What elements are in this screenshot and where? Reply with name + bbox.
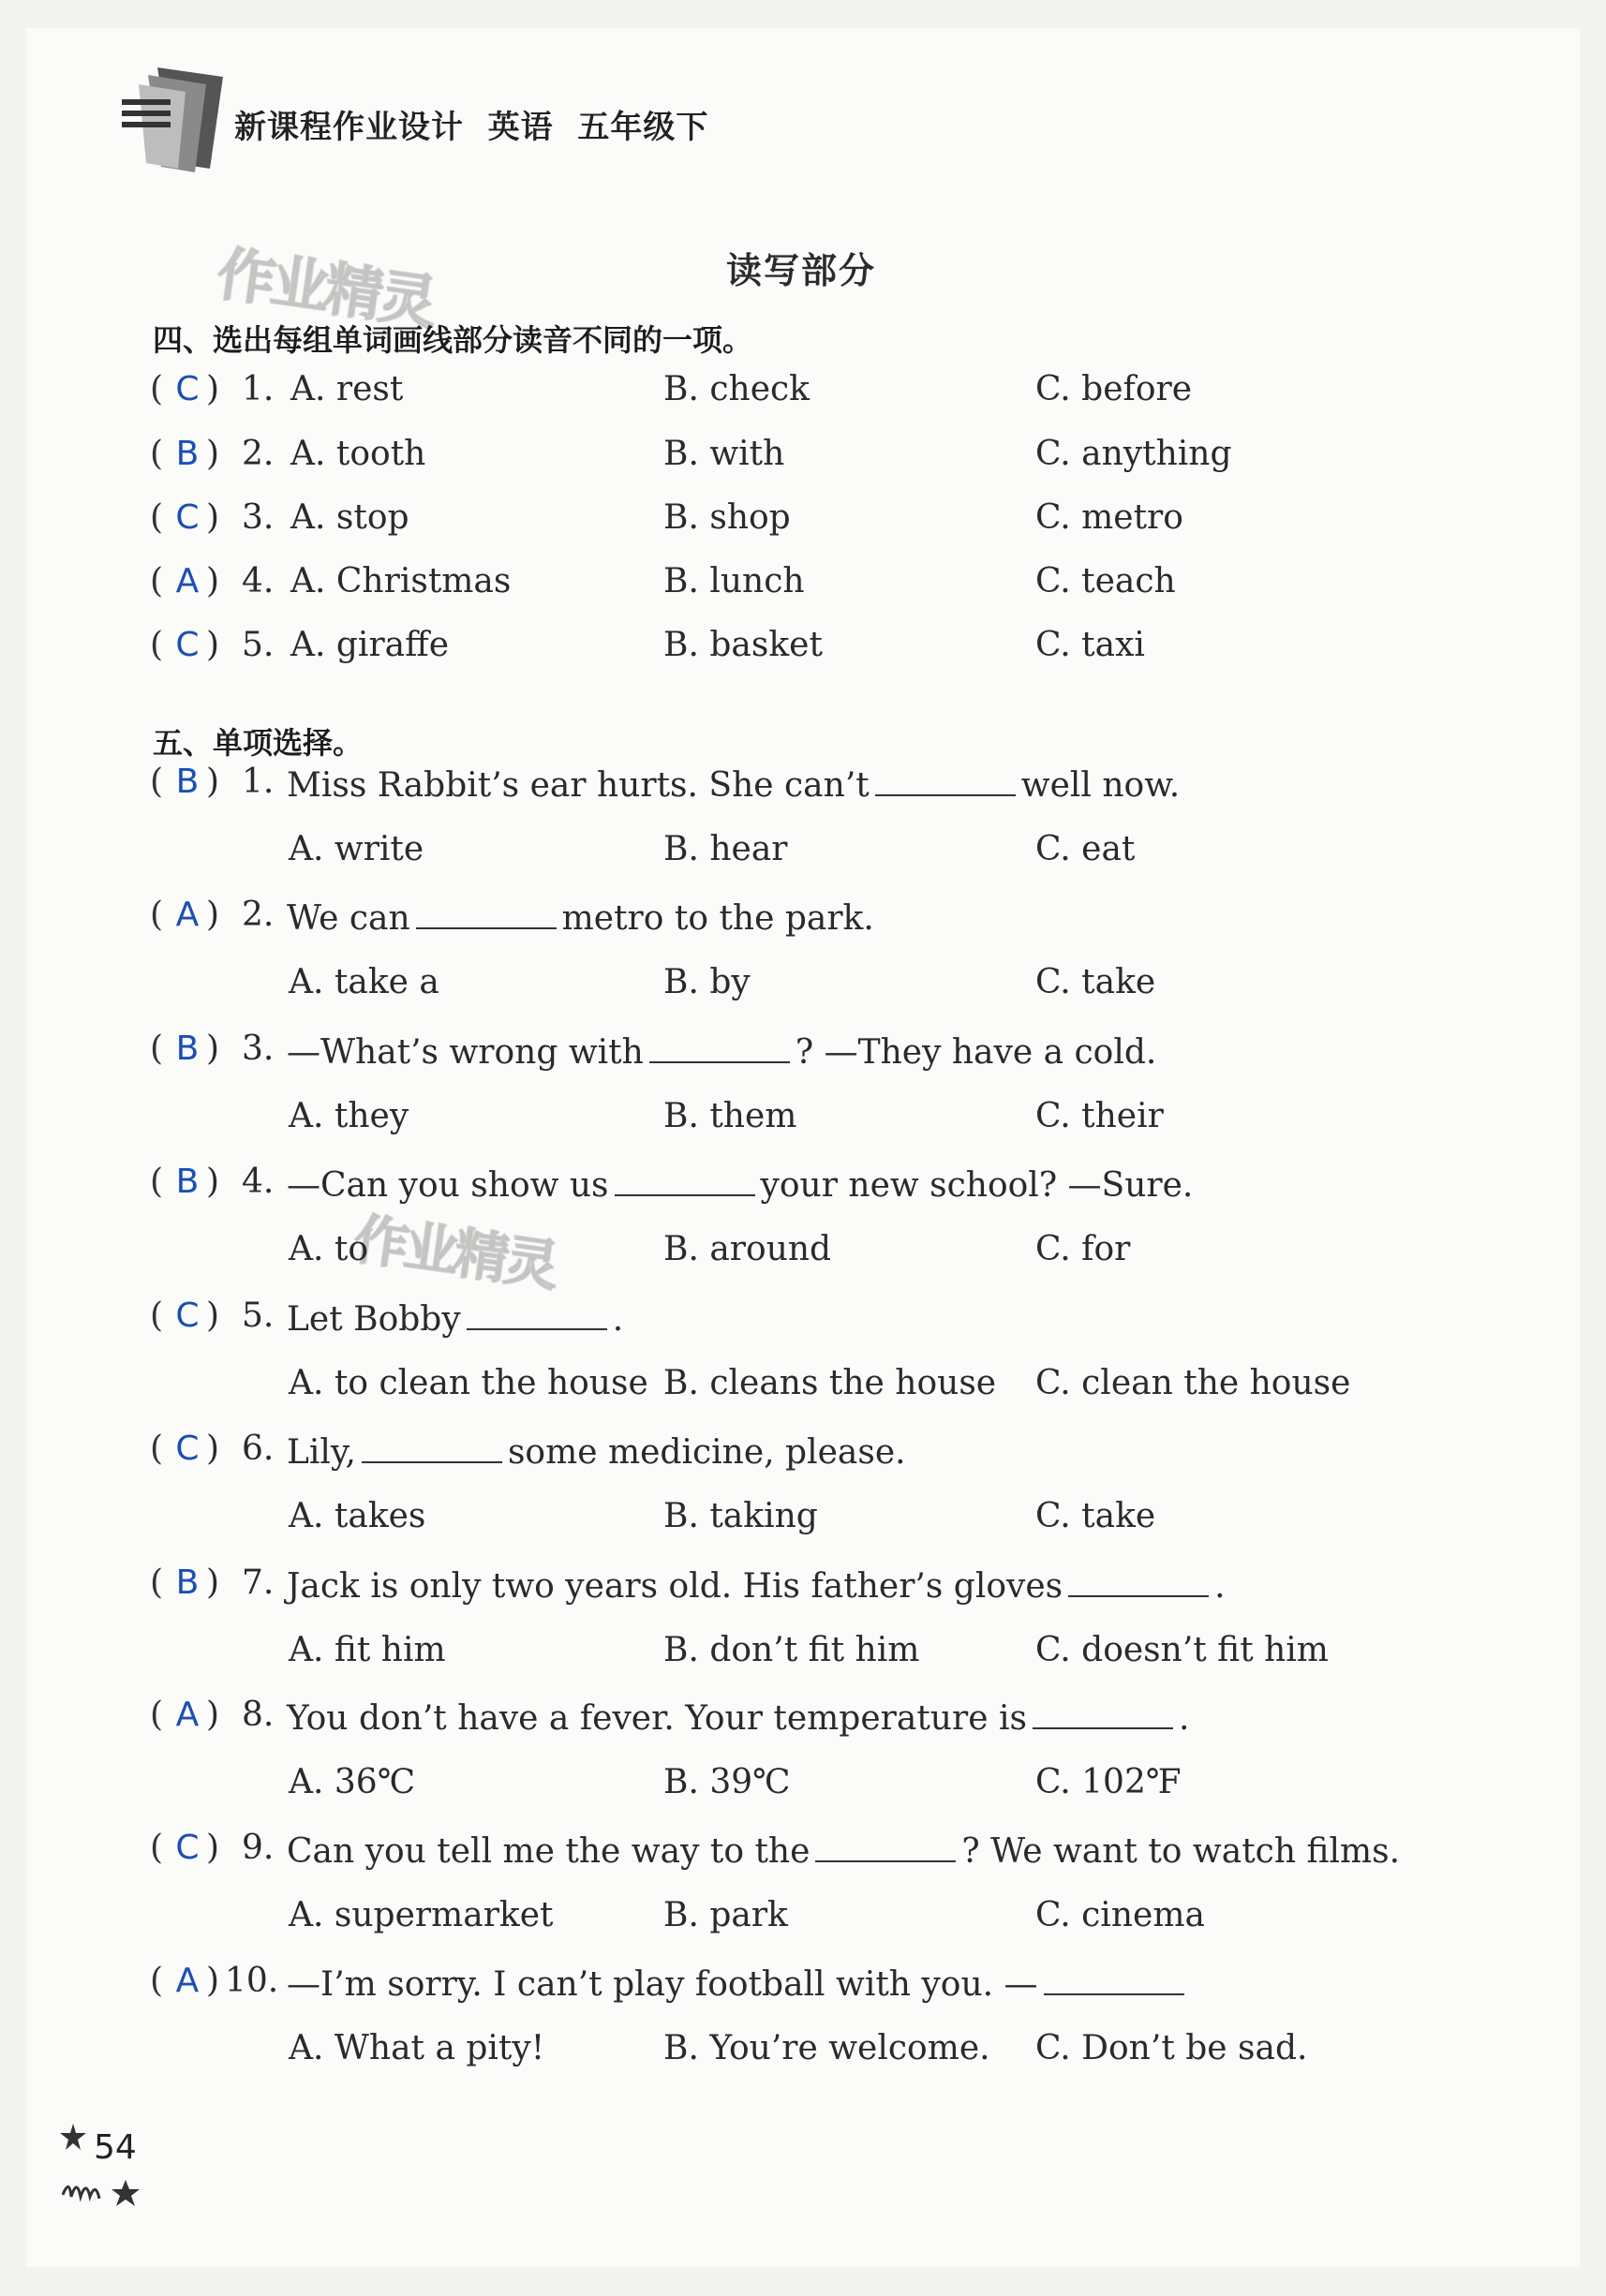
option-a: A. fit him	[289, 1631, 446, 1669]
paren-open: (	[150, 1029, 164, 1068]
stem-text: well now.	[1020, 766, 1181, 805]
question-row	[0, 1560, 1499, 1607]
options-row	[0, 1493, 1499, 1540]
answer-blank	[815, 1825, 956, 1862]
answer-letter: C	[175, 1829, 200, 1867]
option-a: A. tooth	[290, 435, 426, 473]
option-c: C. for	[1035, 1230, 1131, 1268]
question-row	[0, 1293, 1499, 1340]
book-logo-icon	[120, 58, 230, 178]
question-number: 7.	[242, 1563, 275, 1602]
option-a: A. rest	[290, 370, 404, 408]
option-b: B. cleans the house	[663, 1364, 997, 1402]
answer-letter: A	[175, 1696, 200, 1734]
option-c: C. teach	[1035, 562, 1176, 600]
answer-letter: B	[175, 435, 200, 473]
answer-blank	[875, 759, 1016, 796]
option-a: A. write	[289, 830, 424, 868]
answer-blank	[649, 1026, 790, 1063]
stem-text: Let Bobby	[287, 1300, 461, 1339]
paren-close: )	[206, 1029, 220, 1068]
option-c: C. take	[1035, 963, 1156, 1001]
paren-close: )	[206, 370, 220, 408]
stem-text: —What’s wrong with	[287, 1033, 644, 1072]
answer-letter: A	[175, 562, 200, 600]
option-a: A. What a pity!	[289, 2029, 545, 2067]
question-row	[0, 1426, 1499, 1473]
paren-close: )	[206, 1163, 220, 1201]
watermark: 作业精灵	[349, 1207, 560, 1298]
option-c: C. metro	[1035, 498, 1183, 537]
option-b: B. don’t fit him	[663, 1631, 920, 1669]
option-c: C. taxi	[1035, 626, 1145, 664]
question-row	[0, 431, 1499, 478]
option-a: A. they	[289, 1097, 409, 1135]
option-a: A. supermarket	[289, 1896, 554, 1934]
paren-open: (	[150, 435, 164, 473]
question-row	[0, 1958, 1499, 2005]
options-row	[0, 1226, 1499, 1273]
paren-open: (	[150, 896, 164, 934]
option-a: A. 36℃	[289, 1763, 415, 1801]
answer-letter: B	[175, 763, 200, 801]
answer-blank	[1033, 1692, 1173, 1729]
question-number: 1.	[242, 370, 275, 408]
option-a: A. to clean the house	[289, 1364, 648, 1402]
stem-text: You don’t have a fever. Your temperature is	[287, 1699, 1027, 1738]
answer-blank	[467, 1293, 607, 1330]
options-row	[0, 959, 1499, 1006]
question-number: 6.	[242, 1429, 275, 1468]
question-row	[0, 1026, 1499, 1073]
stem-text: —I’m sorry. I can’t play football with you. —	[287, 1965, 1038, 2004]
paren-open: (	[150, 1962, 164, 2000]
answer-letter: C	[175, 1429, 200, 1468]
option-b: B. taking	[663, 1497, 818, 1535]
question-row	[0, 1692, 1499, 1739]
paren-open: (	[150, 498, 164, 537]
option-c: C. cinema	[1035, 1896, 1205, 1934]
question-row	[0, 1825, 1499, 1872]
answer-letter: A	[175, 896, 200, 934]
answer-letter: C	[175, 498, 200, 537]
option-b: B. 39℃	[663, 1763, 791, 1801]
option-b: B. by	[663, 963, 751, 1001]
question-number: 2.	[242, 896, 275, 934]
paren-close: )	[206, 626, 220, 664]
paren-open: (	[150, 1429, 164, 1468]
paren-close: )	[206, 1829, 220, 1867]
option-b: B. check	[663, 370, 810, 408]
paren-close: )	[206, 896, 220, 934]
option-c: C. their	[1035, 1097, 1164, 1135]
option-b: B. shop	[663, 498, 791, 537]
option-a: A. Christmas	[290, 562, 512, 600]
stem-text: .	[612, 1300, 624, 1339]
answer-letter: A	[175, 1962, 200, 2000]
option-c: C. take	[1035, 1497, 1156, 1535]
option-a: A. stop	[290, 498, 409, 537]
question-stem	[287, 759, 1180, 809]
answer-blank	[615, 1159, 755, 1196]
paren-open: (	[150, 1696, 164, 1734]
watermark: 作业精灵	[213, 239, 439, 337]
question-number: 2.	[242, 435, 275, 473]
question-number: 8.	[242, 1696, 275, 1734]
stem-text: We can	[287, 899, 410, 938]
question-number: 3.	[242, 498, 275, 537]
question-row	[0, 558, 1499, 605]
stem-text: Lily,	[287, 1433, 356, 1472]
paren-close: )	[206, 562, 220, 600]
option-c: C. anything	[1035, 435, 1232, 473]
stem-text: —Can you show us	[287, 1166, 609, 1205]
option-b: B. lunch	[663, 562, 805, 600]
stem-text: Can you tell me the way to the	[287, 1832, 810, 1871]
flower-decoration-icon	[58, 2122, 217, 2211]
answer-blank	[362, 1426, 502, 1463]
paren-open: (	[150, 1829, 164, 1867]
options-row	[0, 1759, 1499, 1806]
option-c: C. doesn’t fit him	[1035, 1631, 1329, 1669]
paren-close: )	[206, 1296, 220, 1335]
question-stem	[287, 1692, 1189, 1742]
answer-blank	[1068, 1560, 1209, 1597]
option-b: B. park	[663, 1896, 788, 1934]
question-number: 5.	[242, 626, 275, 664]
answer-letter: C	[175, 1296, 200, 1335]
question-stem	[287, 1958, 1190, 2008]
question-row	[0, 366, 1499, 413]
stem-text: metro to the park.	[561, 899, 874, 938]
answer-blank	[1044, 1958, 1184, 1995]
question-stem	[287, 1159, 1193, 1209]
stem-text: Miss Rabbit’s ear hurts. She can’t	[287, 766, 870, 805]
question-number: 4.	[242, 1163, 275, 1201]
paren-close: )	[206, 1962, 220, 2000]
question-stem	[287, 892, 874, 942]
question-stem	[287, 1426, 906, 1476]
question-row	[0, 759, 1499, 806]
stem-text: .	[1214, 1567, 1226, 1606]
answer-letter: B	[175, 1563, 200, 1602]
page-number: 54	[94, 2128, 137, 2167]
paren-open: (	[150, 370, 164, 408]
paren-open: (	[150, 626, 164, 664]
question-stem	[287, 1026, 1156, 1076]
question-number: 4.	[242, 562, 275, 600]
paren-open: (	[150, 1563, 164, 1602]
question-row	[0, 892, 1499, 939]
option-c: C. 102℉	[1035, 1763, 1182, 1801]
section-heading: 读写部分	[726, 250, 877, 291]
option-c: C. Don’t be sad.	[1035, 2029, 1308, 2067]
paren-close: )	[206, 435, 220, 473]
question-number: 3.	[242, 1029, 275, 1068]
option-a: A. to	[289, 1230, 369, 1268]
option-b: B. You’re welcome.	[663, 2029, 990, 2067]
paren-close: )	[206, 763, 220, 801]
option-a: A. giraffe	[290, 626, 449, 664]
book-title: 新课程作业设计 英语 五年级下	[234, 109, 709, 146]
options-row	[0, 2025, 1499, 2072]
stem-text: your new school? —Sure.	[760, 1166, 1194, 1205]
answer-blank	[416, 892, 557, 929]
paren-open: (	[150, 1163, 164, 1201]
question-row	[0, 622, 1499, 669]
option-a: A. take a	[289, 963, 439, 1001]
answer-letter: C	[175, 626, 200, 664]
answer-letter: C	[175, 370, 200, 408]
paren-close: )	[206, 1696, 220, 1734]
question-number: 9.	[242, 1829, 275, 1867]
question-stem	[287, 1560, 1226, 1610]
paren-open: (	[150, 562, 164, 600]
stem-text: ? We want to watch films.	[961, 1832, 1401, 1871]
option-c: C. eat	[1035, 830, 1136, 868]
question-number: 5.	[242, 1296, 275, 1335]
question-number: 1.	[242, 763, 275, 801]
options-row	[0, 1892, 1499, 1939]
option-c: C. clean the house	[1035, 1364, 1351, 1402]
question-number: 10.	[225, 1962, 279, 2000]
options-row	[0, 1093, 1499, 1140]
options-row	[0, 1360, 1499, 1407]
option-b: B. around	[663, 1230, 832, 1268]
answer-letter: B	[175, 1163, 200, 1201]
option-b: B. basket	[663, 626, 823, 664]
stem-text: some medicine, please.	[507, 1433, 906, 1472]
question-row	[0, 495, 1499, 541]
paren-open: (	[150, 1296, 164, 1335]
part5-title: 五、单项选择。	[153, 725, 364, 761]
answer-letter: B	[175, 1029, 200, 1068]
paren-open: (	[150, 763, 164, 801]
options-row	[0, 1627, 1499, 1674]
options-row	[0, 826, 1499, 873]
question-stem	[287, 1293, 623, 1343]
stem-text: .	[1178, 1699, 1190, 1738]
option-b: B. with	[663, 435, 785, 473]
option-b: B. hear	[663, 830, 788, 868]
paren-close: )	[206, 498, 220, 537]
paren-close: )	[206, 1429, 220, 1468]
question-row	[0, 1159, 1499, 1206]
option-a: A. takes	[289, 1497, 426, 1535]
option-c: C. before	[1035, 370, 1193, 408]
stem-text: ? —They have a cold.	[795, 1033, 1157, 1072]
stem-text: Jack is only two years old. His father’s gloves	[287, 1567, 1063, 1606]
question-stem	[287, 1825, 1400, 1875]
option-b: B. them	[663, 1097, 797, 1135]
paren-close: )	[206, 1563, 220, 1602]
part4-title: 四、选出每组单词画线部分读音不同的一项。	[153, 322, 753, 358]
